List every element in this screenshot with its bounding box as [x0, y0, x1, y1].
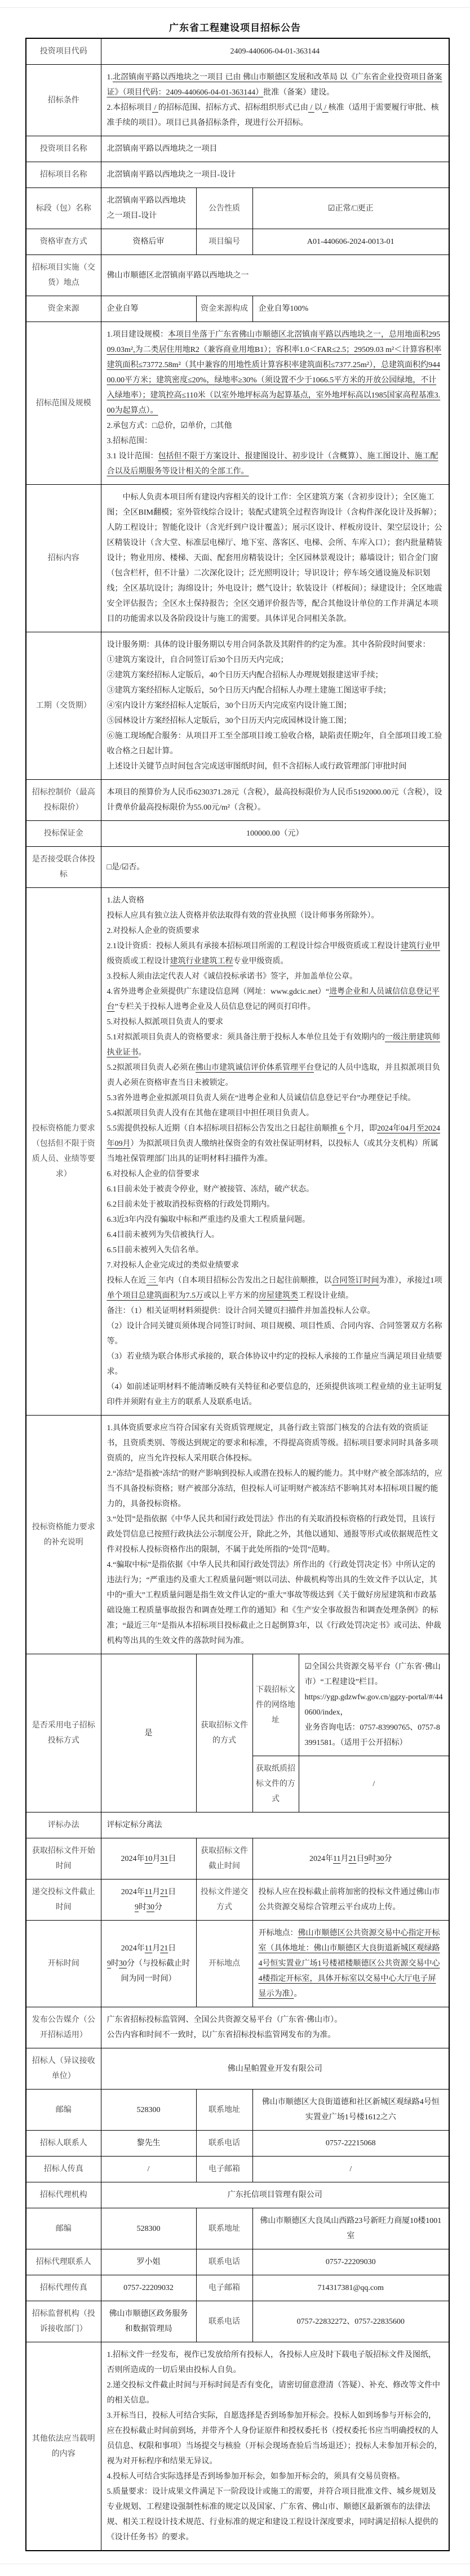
label-project-number: 项目编号 — [196, 229, 252, 255]
table-row — [26, 2182, 449, 2208]
table-row — [26, 632, 449, 780]
table-row — [26, 2048, 449, 2090]
label-project-code: 投资项目代码 — [26, 38, 101, 65]
label-consortium: 是否接受联合体投标 — [26, 847, 101, 888]
label-tenderer-email: 电子邮箱 — [196, 2157, 252, 2182]
value-tenderer-email: / — [252, 2157, 449, 2182]
label-agency-address: 联系地址 — [196, 2208, 252, 2249]
value-bid-opening-place: 开标地点：佛山市顺德区公共资源交易中心指定开标室（具体地址：佛山市顺德区大良街道新城区观绿路4号恒实置业广场1号楼裙楼顺德区公共资源交易中心4楼指定开标室，具体开标室以交易中心大厅电子屏显示为准）。 — [252, 1921, 449, 2007]
value-bid-opening-time: 2024年11月21日 9时30分（与投标截止时间为同一时间） — [101, 1921, 196, 2007]
value-agency-postcode: 528300 — [101, 2208, 196, 2249]
announcement-table — [25, 38, 450, 2551]
label-duration: 工期（交货期） — [26, 632, 101, 780]
label-tenderer-phone: 联系电话 — [196, 2131, 252, 2157]
value-agency-contact: 罗小姐 — [101, 2249, 196, 2275]
label-paper-document: 获取纸质招标文件的方式 — [252, 1756, 299, 1812]
label-tenderer: 招标人（异议接收单位） — [26, 2048, 101, 2090]
value-agency-address: 佛山市顺德区大良凤山西路23号新旺力商厦10楼1001室 — [252, 2208, 449, 2249]
label-tender-scope: 招标范围及规模 — [26, 322, 101, 485]
value-section-name: 北滘镇南平路以西地块之一项目-设计 — [101, 188, 196, 229]
table-row — [26, 1921, 449, 2007]
label-evaluation-method: 评标办法 — [26, 1812, 101, 1838]
table-row — [26, 65, 449, 136]
value-tenderer-postcode: 528300 — [101, 2090, 196, 2131]
label-tender-project-name: 招标项目名称 — [26, 162, 101, 188]
label-qualification-requirements: 投标资格能力要求（包括但不限于资质人员、业绩等要求） — [26, 888, 101, 1416]
label-document-acquisition: 获取招标文件的方式 — [196, 1654, 252, 1812]
label-agency: 招标代理机构 — [26, 2182, 101, 2208]
value-announcement-media: 广东省招标投标监管网、全国公共资源交易平台（广东省·佛山市）。 公告内容和时间不一致时，以广东省招标投标监管网发布的为准。 — [101, 2007, 449, 2048]
value-fund-composition: 企业自筹100% — [252, 296, 449, 322]
value-submit-method: 投标人应在投标截止前将加密的投标文件通过佛山市公共资源交易综合管理云平台成功上传。 — [252, 1879, 449, 1921]
value-tenderer-phone: 0757-22215068 — [252, 2131, 449, 2157]
table-row — [26, 2090, 449, 2131]
table-row — [26, 322, 449, 485]
table-row — [26, 2342, 449, 2551]
page-title: 广东省工程建设项目招标公告 — [169, 23, 301, 33]
label-section-name: 标段（包）名称 — [26, 188, 101, 229]
table-row — [26, 296, 449, 322]
value-price-limit: 本项目的预算价为人民币6230371.28元（含税），最高投标限价为人民币5192000.00元（含税），设计费单价最高投标限价为55.00元/m²（含税）。 — [101, 780, 449, 821]
label-tenderer-postcode: 邮编 — [26, 2090, 101, 2131]
value-supervision-agency: 佛山市顺德区政务服务和数据管理局 — [101, 2301, 196, 2342]
table-row — [26, 2131, 449, 2157]
label-announcement-media: 发布公告媒介（公开招标适用） — [26, 2007, 101, 2048]
table-row — [26, 780, 449, 821]
label-qualification-review: 资格审查方式 — [26, 229, 101, 255]
label-agency-postcode: 邮编 — [26, 2208, 101, 2249]
table-row — [26, 229, 449, 255]
table-row — [26, 38, 449, 65]
value-tenderer: 佛山星帕置业开发有限公司 — [101, 2048, 449, 2090]
value-qualification-notes: 1.具体资质要求应当符合国家有关资质管理规定，具备行政主管部门核发的合法有效的资质证书，且资质类别、等级达到规定的要求和标准，不得提高资质等级。招标项目要求同时具备多项资质的，应当允许投标人采用联合体投标。 2.“冻结”是指被“冻结”的财产影响到投标人或潜在投标人的履约能力。其中财产被全部冻结的，应当不具备投标资格；财产被部分冻结，但投标人可证明财产被冻结不影响其对本招标项目履约能力的，具备投标资格。 3.“处罚”是指依据《中华人民共和国行政处罚法》作出的有关取消投标资格的行政处罚，且该行政处罚信息已按照行政执法公示制度公开，除此之外，其他以通知、通报等形式或依据规范性文件对投标人投标资格作出的限制，不属于此处所指的“处罚”范畴。 4.“骗取中标”是指依据《中华人民共和国行政处罚法》所作出的《行政处罚决定书》中所认定的违法行为；“严重违约及重大工程质量问题”则以司法、仲裁机构等出具的生效文件予以认定，其中的“重大”工程质量问题是指生效文件认定的“重大”事故等级达到《关于做好房屋建筑和市政基础设施工程质量事故报告和调查处理工作的通知》和《生产安全事故报告和调查处理条例》的标准；“最近三年”是指从本招标项目投标截止之日起倒算3年，以《行政处罚决定书》或司法、仲裁机构等出具的生效文件的落款时间为准。 — [101, 1416, 449, 1654]
label-submit-method: 投标文件递交方式 — [196, 1879, 252, 1921]
value-paper-document: / — [299, 1756, 449, 1812]
label-supervision-agency: 招标监督机构（投诉接收部门） — [26, 2301, 101, 2342]
label-notice-nature: 公告性质 — [196, 188, 252, 229]
value-tender-scope: 1.项目建设规模：本项目坐落于广东省佛山市顺德区北滘镇南平路以西地块之一，总用地面积29509.03m²,为二类居住用地R2（兼容商业用地B1）；容积率1.0＜FAR≤2.5；29509.03 m²＜计算容积率建筑面积≤73772.58m²（其中兼容的用地性质计算容积率建筑面积≤7377.25m²），总建筑面积约94400.00平方米；建筑密度≤20%，绿地率≥30%（须设置不少于1066.5平方米的开放公园绿地，不计入绿地率）；建筑控高≤110米（以室外地坪标高为起算基点，室外地坪标高以1985国家高程基准3.00为起算点）。 2.承包方式：□总价，☑单价，□其他 3.招标范围： 3.1 设计范围：包括但不限于方案设计、报建图设计、初步设计（含概算）、施工图设计、施工配合以及后期服务等设计相关的全部工作。 — [101, 322, 449, 485]
label-tenderer-address: 联系地址 — [196, 2090, 252, 2131]
value-agency-phone: 0757-22209030 — [252, 2249, 449, 2275]
table-row — [26, 821, 449, 847]
label-bid-opening-place: 开标地点 — [196, 1921, 252, 2007]
table-row — [26, 162, 449, 188]
value-tenderer-contact: 黎先生 — [101, 2131, 196, 2157]
table-row — [26, 2249, 449, 2275]
table-row — [26, 2007, 449, 2048]
table-row — [26, 188, 449, 229]
table-row — [26, 1838, 449, 1879]
value-fund-source: 企业自筹 — [101, 296, 196, 322]
value-supervision-phone: 0757-22832272、0757-22835600 — [252, 2301, 449, 2342]
value-tenderer-fax: / — [101, 2157, 196, 2182]
value-qualification-review: 资格后审 — [101, 229, 196, 255]
value-project-code: 2409-440606-04-01-363144 — [101, 38, 449, 65]
value-agency: 广东托信项目管理有限公司 — [101, 2182, 449, 2208]
label-delivery-location: 招标项目实施（交货）地点 — [26, 255, 101, 296]
label-agency-contact: 招标代理联系人 — [26, 2249, 101, 2275]
label-submit-deadline: 递交投标文件截止时间 — [26, 1879, 101, 1921]
label-electronic-bidding: 是否采用电子招标投标方式 — [26, 1654, 101, 1812]
label-tender-content: 招标内容 — [26, 485, 101, 632]
table-row — [26, 2275, 449, 2301]
table-row — [26, 2301, 449, 2342]
table-row — [26, 1416, 449, 1654]
value-consortium: □是/☑否。 — [101, 847, 449, 888]
value-doc-deadline: 2024年11月21日9时30分 — [252, 1838, 449, 1879]
value-evaluation-method: 评标定标分离法 — [101, 1812, 449, 1838]
top-divider — [0, 7, 470, 8]
value-tender-project-name: 北滘镇南平路以西地块之一项目-设计 — [101, 162, 449, 188]
value-agency-fax: 0757-22209032 — [101, 2275, 196, 2301]
value-download-url: ☑全国公共资源交易平台（广东省·佛山市）“工程建设”栏目。 https://ygp.gdzwfw.gov.cn/ggzy-portal/#/440600/index， 业务咨询电话：0757-83990765、0757-83991581。（适用于公开招标） — [299, 1654, 449, 1756]
label-bid-opening-time: 开标时间 — [26, 1921, 101, 2007]
label-supervision-phone: 联系电话 — [196, 2301, 252, 2342]
bottom-pad — [0, 2564, 470, 2576]
label-agency-email: 电子邮箱 — [196, 2275, 252, 2301]
value-tender-conditions: 1.北滘镇南平路以西地块之一项目 已由 佛山市顺德区发展和改革局 以《广东省企业投资项目备案证》（项目代码：2409-440606-04-01-363144）批准（备案）建设。 2.本招标项目 / 的招标范围、招标方式、招标组织形式已由 / 以 / 核准（适用于需要履行审批、核准手续的项目）。项目已具备招标条件，现进行公开招标。 — [101, 65, 449, 136]
table-row — [26, 888, 449, 1416]
label-tenderer-contact: 招标人联系人 — [26, 2131, 101, 2157]
value-submit-deadline: 2024年11月21日 9时30分 — [101, 1879, 196, 1921]
value-qualification-requirements: 1.法人资格 投标人应具有独立法人资格并依法取得有效的营业执照（设计师事务所除外）。 2.对投标人企业的资质要求 2.1设计资质：投标人须具有承接本招标项目所需的工程设计综合甲级资质或工程设计建筑行业甲级资质或工程设计建筑行业建筑工程专业甲级资质。 3.投标人须由法定代表人对《诚信投标承诺书》签字，并加盖单位公章。 4.省外进粤企业须提供广东建设信息网（网址：www.gdcic.net）“进粤企业和人员诚信信息登记平台”专栏关于投标人进粤企业及人员信息登记的网页打印件。 5.对投标人拟派项目负责人的要求 5.1对拟派项目负责人的资格要求：须具备注册于投标人本单位且处于有效期内的一级注册建筑师执业证书。 5.2拟派项目负责人必须在佛山市建筑诚信评价体系管理平台登记的人员中选取，并且拟派项目负责人必须在资格审查当日未被锁定。 5.3省外进粤企业拟派项目负责人须在“进粤企业和人员诚信信息登记平台”办理登记手续。 5.4拟派项目负责人没有在其他在建项目中担任项目负责人。 5.5需提供投标人近期（自本招标项目招标公告发出之日起往前顺推 6 个月，即2024年04月至2024年09月）为拟派项目负责人缴纳社保资金的有效社保证明材料，以投标人（或其分支机构）所属当地社保管理部门出具的证明材料扫描件为准。 6.对投标人企业的信誉要求 6.1目前未处于被责令停业，财产被接管、冻结，破产状态。 6.2目前未处于被取消投标资格的行政处罚期内。 6.3近3年内没有骗取中标和严重违约及重大工程质量问题。 6.4目前未被列为失信被执行人。 6.5目前未被列入失信名单。 7.对投标人企业完成过的类似业绩要求 投标人在近 三 年内（自本项目招标公告发出之日起往前顺推，以合同签订时间为准），承接过1项单个项目总建筑面积为7.5万或以上平方米的房屋建筑类工程设计业绩。 备注：（1）相关证明材料须提供：设计合同关键页扫描件并加盖投标人公章。 （2）设计合同关键页须体现合同签订时间、项目规模、项目性质、合同内容、合同签署双方名称等。 （3）若业绩为联合体形式承接的，联合体协议中约定的投标人承接的工作量应当满足项目业绩要求。 （4）如前述证明材料不能清晰反映有关特征和必要信息的，还须提供该项工程业绩的业主证明复印件并须附有业主方的联系人及联系电话。 — [101, 888, 449, 1416]
table-row — [26, 255, 449, 296]
label-doc-start-time: 获取招标文件开始时间 — [26, 1838, 101, 1879]
table-row — [26, 2208, 449, 2249]
label-bid-deposit: 投标保证金 — [26, 821, 101, 847]
label-agency-fax: 招标代理传真 — [26, 2275, 101, 2301]
label-tender-conditions: 招标条件 — [26, 65, 101, 136]
label-download-url: 下载招标文件的网络地址 — [252, 1654, 299, 1756]
value-electronic-bidding: 是 — [101, 1654, 196, 1812]
value-bid-deposit: 100000.00（元） — [101, 821, 449, 847]
label-fund-composition: 资金来源构成 — [196, 296, 252, 322]
value-other-contents: 1.招标文件一经发布，视作已发放给所有投标人，各投标人应及时下载电子版招标文件及图纸，否则所造成的一切后果由投标人自负。 2.递交投标文件截止时间与开标时间是否有变化，请密切留意澄清（答疑）、补充、修改等文件中的相关信息。 3.开标当日，投标人可结合实际，自愿选择是否到场参加开标会。投标人如到场参与开标会的，应在投标截止时间前到场，并带齐个人身份证原件和授权委托书（授权委托书应当明确授权的人员信息、权限和事项）当场提交与核验（开标会现场查验后当场退还）；投标人未参加开标会的，视为对开标程序和结果无异议。 4.投标人可结合实际选择是否到场参加开标会，如参加开标会的，须具有交易员资格。 5.质量要求：设计成果文件满足下一阶段设计或施工的需要，并符合项目批准文件、城乡规划及专业规划、工程建设强制性标准的规定以及国家、广东省、佛山市、顺德区最新颁布的法律法规、相关工程设计技术规范、行业标准的规定和建设工程设计深度要求，同时满足招标人提供的《设计任务书》的要求。 — [101, 2342, 449, 2551]
label-fund-source: 资金来源 — [26, 296, 101, 322]
value-agency-email: 714317381@qq.com — [252, 2275, 449, 2301]
value-duration: 设计服务期：具体的设计服务期以专用合同条款及其附件的约定为准。其中各阶段时间要求： ①建筑方案设计，自合同签订后30个日历天内完成； ②建筑方案经招标人定版后，40个日历天内配合招标人办理规划报建送审手续； ③建筑方案经招标人定版后，50个日历天内配合招标人办理土建施工图送审手续； ④室内设计方案经招标人定版后，30个日历天内完成室内设计施工图； ⑤园林设计方案经招标人定版后，30个日历天内完成园林设计施工图； ⑥施工现场配合服务：从项目开工至全部项目竣工验收合格，缺陷责任期2年，自全部项目竣工验收合格之日起计算。 上述设计关键节点时间包含完成送审图纸时间，但不含招标人或行政管理部门审批时间 — [101, 632, 449, 780]
value-project-number: A01-440606-2024-0013-01 — [252, 229, 449, 255]
label-doc-deadline: 获取招标文件截止时间 — [196, 1838, 252, 1879]
value-investment-project-name: 北滘镇南平路以西地块之一项目 — [101, 136, 449, 162]
value-tender-content: 中标人负责本项目所有建设内容相关的设计工作：全区建筑方案（含初步设计）；全区施工图；全区BIM翻模；室外管线综合设计；装配式建筑全过程咨询设计（含构件深化设计及拆解）；人防工程设计；智能化设计（含光纤到户设计覆盖）；展示区设计、样板房设计、架空层设计；公区精装设计（含大堂、标准层电梯厅、地下室、落客区、电梯、会所、车库入口）；套内批量精装设计；物业用房、楼梯、天面、配套用房精装设计；全区园林景观设计；幕墙设计；铝合金门窗（包含栏杆，但不计量）二次深化设计；泛光照明设计；导识设计；停车场交通设施及标识划线；全区基坑设计；海绵设计；外电设计；燃气设计；软装设计（样板间）；绿建设计；全区地震安全评估报告；全区水土保持报告；全区交通评价报告等，配合其他设计单位的工作并满足本项目的功能需求以及各阶段设计与施工的需要。具体详见合同相关条款。 — [101, 485, 449, 632]
label-other-contents: 其他依法应当载明的内容 — [26, 2342, 101, 2551]
bottom-gap — [0, 2551, 470, 2564]
table-row — [26, 2157, 449, 2182]
table-row — [26, 136, 449, 162]
label-investment-project-name: 投资项目名称 — [26, 136, 101, 162]
table-row — [26, 1812, 449, 1838]
value-delivery-location: 佛山市顺德区北滘镇南平路以西地块之一 — [101, 255, 449, 296]
value-notice-nature: ☑正常/□更正 — [252, 188, 449, 229]
label-agency-phone: 联系电话 — [196, 2249, 252, 2275]
table-row — [26, 847, 449, 888]
label-qualification-notes: 投标资格能力要求的补充说明 — [26, 1416, 101, 1654]
label-tenderer-fax: 招标人传真 — [26, 2157, 101, 2182]
label-price-limit: 招标控制价（最高投标限价） — [26, 780, 101, 821]
top-strip — [0, 0, 470, 7]
value-doc-start-time: 2024年10月31日 — [101, 1838, 196, 1879]
table-row — [26, 485, 449, 632]
value-tenderer-address: 佛山市顺德区大良街道德和社区新城区观绿路4号恒实置业广场1号楼1612之六 — [252, 2090, 449, 2131]
table-row — [26, 1879, 449, 1921]
table-row — [26, 1654, 449, 1756]
